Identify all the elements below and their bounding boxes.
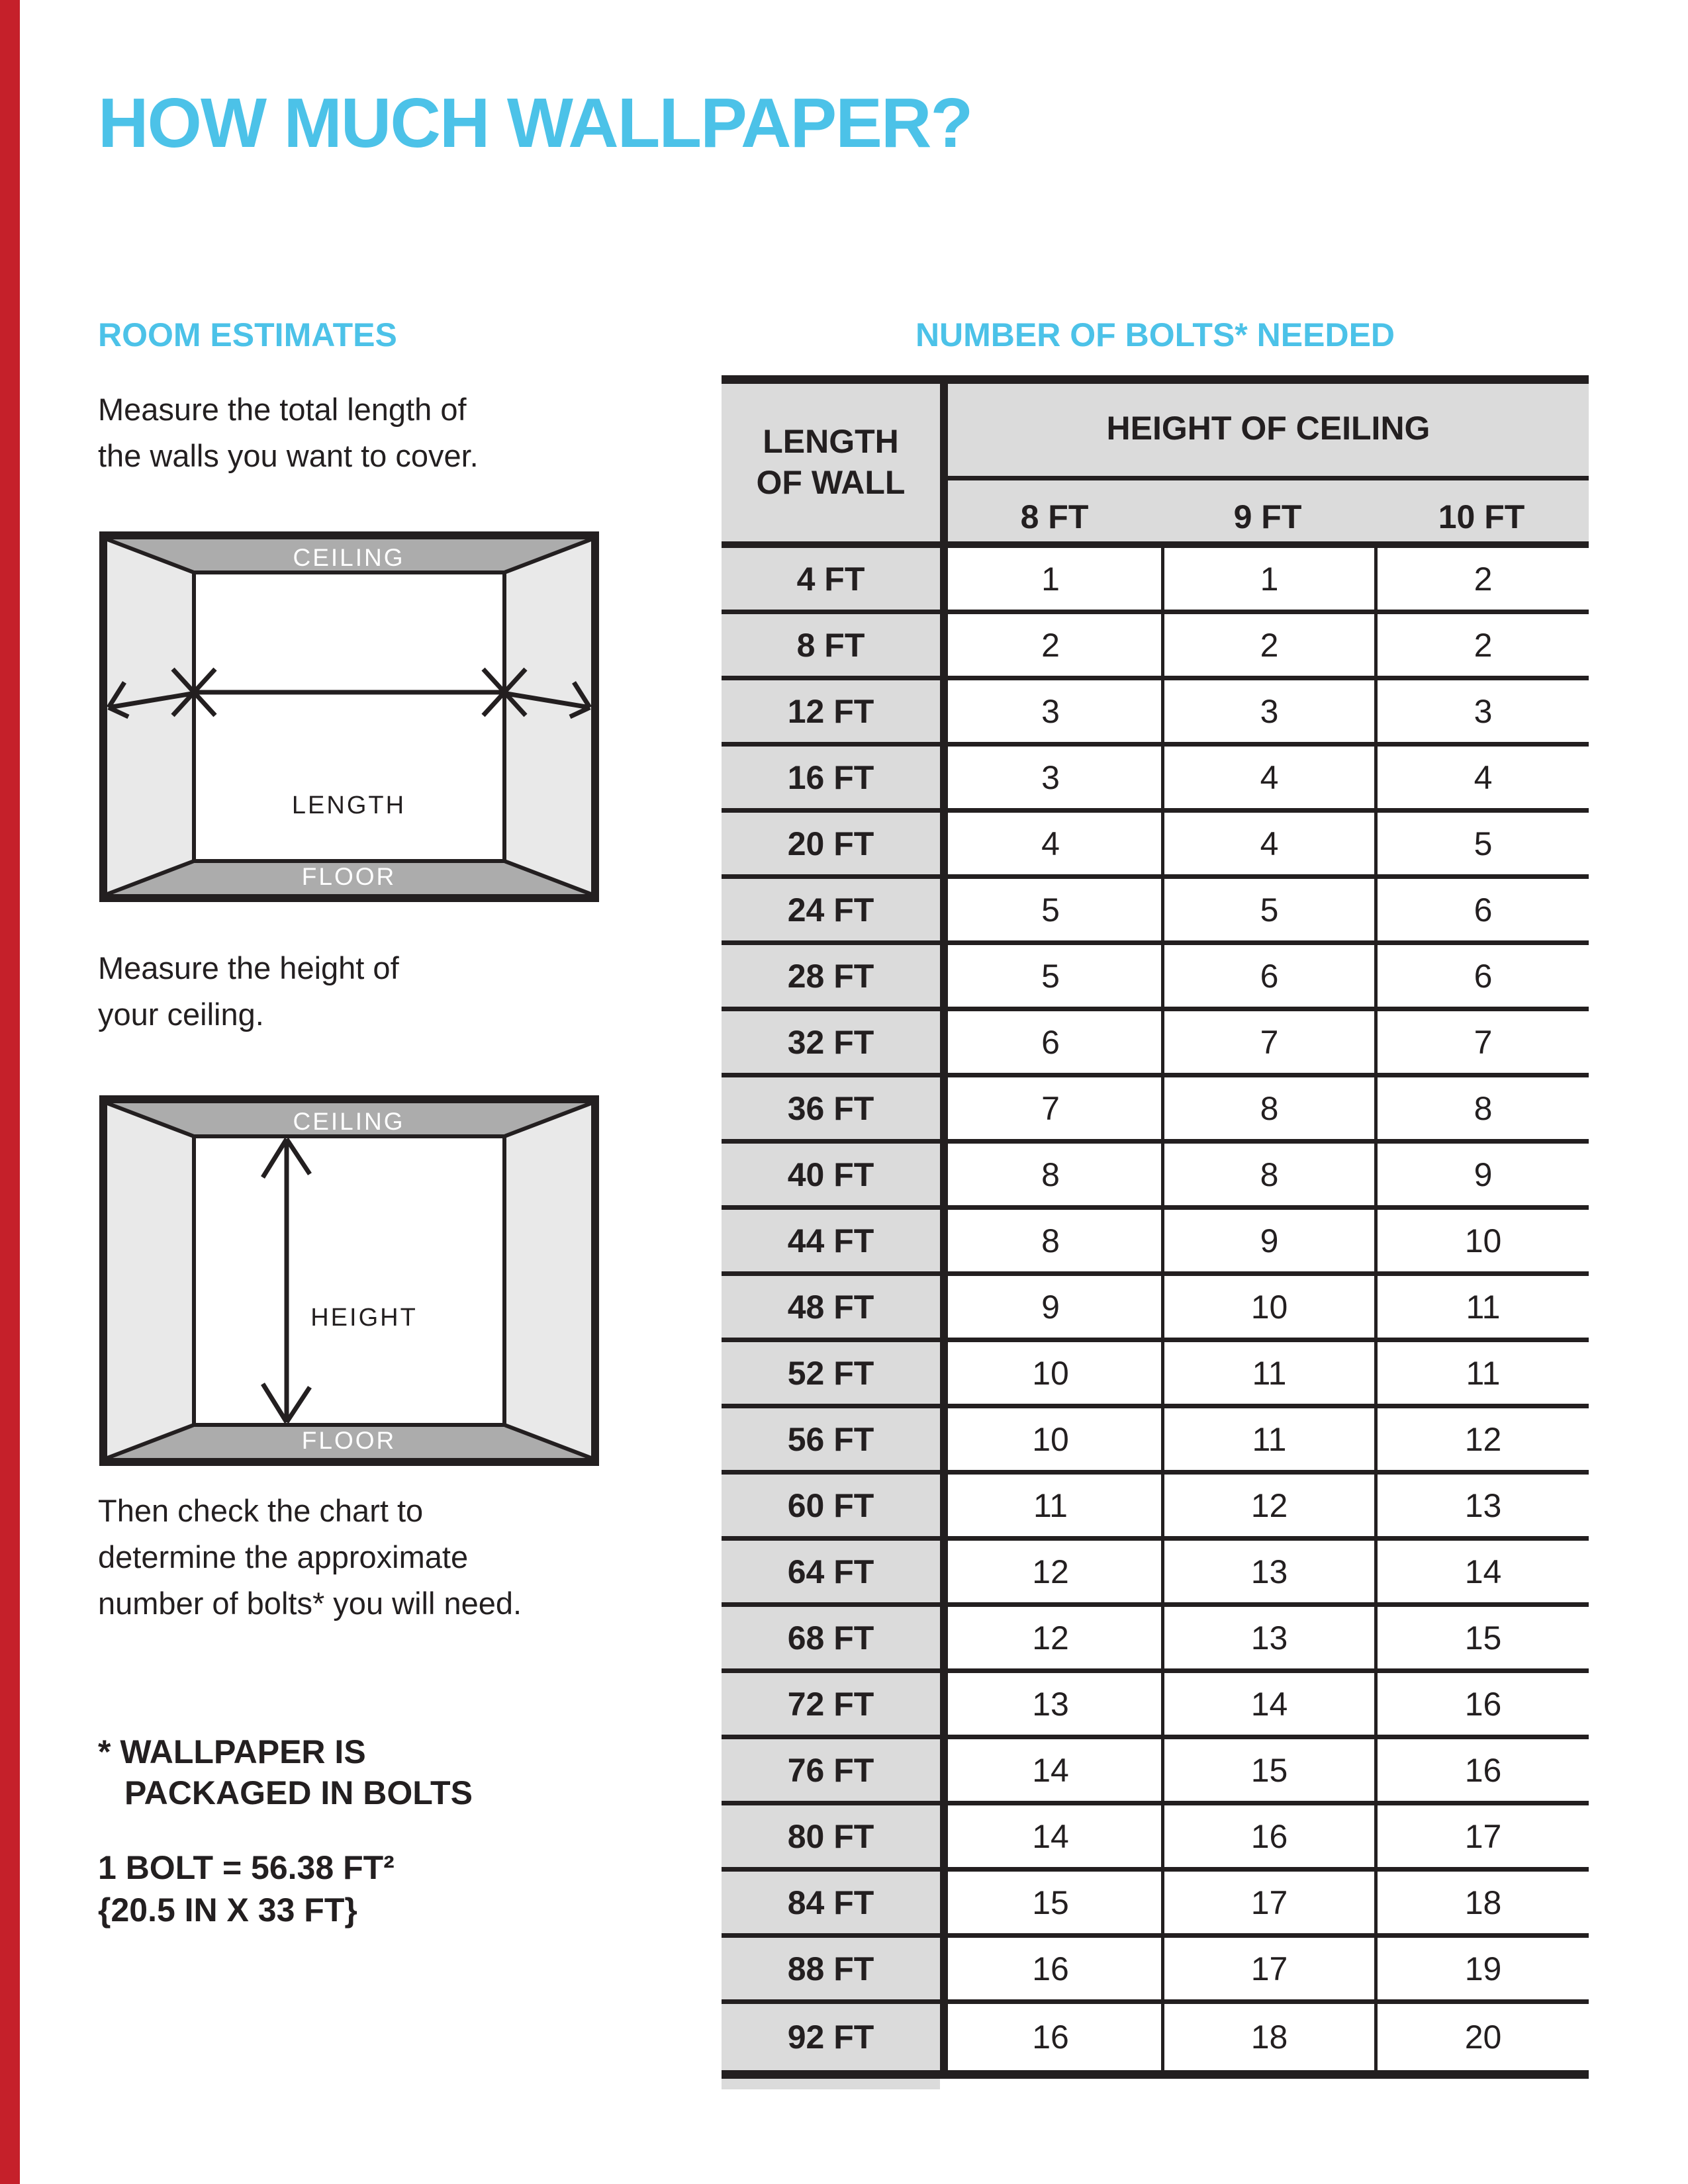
bolts-value-cell: 2 — [1161, 614, 1374, 676]
table-row — [722, 879, 1589, 945]
wall-length-cell: 88 FT — [722, 1938, 940, 1999]
bolts-value-cell: 16 — [1161, 1805, 1374, 1867]
wall-length-cell: 28 FT — [722, 945, 940, 1007]
table-top-rule — [722, 375, 1589, 384]
table-row — [722, 1607, 1589, 1673]
bolts-value-cell: 19 — [1374, 1938, 1589, 1999]
wall-length-cell: 84 FT — [722, 1872, 940, 1933]
wall-length-cell: 32 FT — [722, 1011, 940, 1073]
wall-length-cell: 52 FT — [722, 1342, 940, 1404]
table-header — [722, 384, 1589, 541]
table-row — [722, 2004, 1589, 2070]
left-edge-accent-bar — [0, 0, 20, 2184]
table-row — [722, 1475, 1589, 1541]
table-row — [722, 1872, 1589, 1938]
table-row — [722, 813, 1589, 879]
wall-length-cell: 44 FT — [722, 1210, 940, 1271]
bolts-value-cell: 2 — [1374, 548, 1589, 610]
bolts-value-cell: 16 — [940, 2004, 1161, 2070]
table-row — [722, 1342, 1589, 1408]
step3-instruction — [98, 1488, 522, 1627]
bolts-value-cell: 14 — [940, 1805, 1161, 1867]
bolts-value-cell: 11 — [1374, 1276, 1589, 1338]
bolts-value-cell: 3 — [940, 747, 1161, 808]
wall-length-cell: 48 FT — [722, 1276, 940, 1338]
bolts-value-cell: 2 — [1374, 614, 1589, 676]
bolts-value-cell: 18 — [1161, 2004, 1374, 2070]
wall-length-cell: 68 FT — [722, 1607, 940, 1668]
bolts-table — [722, 375, 1589, 2079]
bolts-value-cell: 3 — [1161, 680, 1374, 742]
bolts-value-cell: 5 — [1161, 879, 1374, 940]
bolts-value-cell: 5 — [940, 945, 1161, 1007]
bolts-value-cell: 8 — [940, 1144, 1161, 1205]
floor-label: FLOOR — [301, 863, 397, 890]
text-line: the walls you want to cover. — [98, 438, 479, 473]
wall-length-cell: 24 FT — [722, 879, 940, 940]
bolts-value-cell: 7 — [1161, 1011, 1374, 1073]
bolts-value-cell: 13 — [940, 1673, 1161, 1735]
bolts-value-cell: 9 — [940, 1276, 1161, 1338]
bolts-value-cell: 6 — [1374, 879, 1589, 940]
height-label: HEIGHT — [310, 1304, 418, 1332]
wall-length-cell: 20 FT — [722, 813, 940, 874]
table-row — [722, 548, 1589, 614]
bolts-value-cell: 4 — [1374, 747, 1589, 808]
back-wall — [194, 1136, 504, 1425]
height-of-ceiling-header: HEIGHT OF CEILING — [1106, 410, 1430, 447]
bolts-value-cell: 12 — [940, 1607, 1161, 1668]
table-rows — [722, 548, 1589, 2070]
text-line: your ceiling. — [98, 997, 264, 1032]
bolts-value-cell: 8 — [1161, 1077, 1374, 1139]
text-line: Then check the chart to — [98, 1493, 424, 1528]
table-row — [722, 1210, 1589, 1276]
table-row — [722, 1011, 1589, 1077]
bolts-value-cell: 12 — [940, 1541, 1161, 1602]
column-header-9ft: 9 FT — [1233, 498, 1302, 535]
bolts-value-cell: 20 — [1374, 2004, 1589, 2070]
text-line: PACKAGED IN BOLTS — [124, 1774, 473, 1811]
header-divider-rule — [940, 476, 1589, 480]
bolts-value-cell: 8 — [1374, 1077, 1589, 1139]
bolts-value-cell: 10 — [1374, 1210, 1589, 1271]
table-row — [722, 1276, 1589, 1342]
table-row — [722, 1938, 1589, 2004]
wall-length-cell: 92 FT — [722, 2004, 940, 2070]
bolts-value-cell: 9 — [1374, 1144, 1589, 1205]
text-line: * WALLPAPER IS — [98, 1733, 366, 1770]
bolts-value-cell: 11 — [940, 1475, 1161, 1536]
table-row — [722, 680, 1589, 747]
bolts-value-cell: 3 — [1374, 680, 1589, 742]
length-diagram — [99, 531, 599, 902]
length-of-wall-header — [722, 421, 940, 503]
right-wall-face — [504, 1103, 591, 1458]
text-line: Measure the height of — [98, 950, 399, 985]
column-header-8ft: 8 FT — [1020, 498, 1089, 535]
wall-length-cell: 72 FT — [722, 1673, 940, 1735]
table-row — [722, 1408, 1589, 1475]
bolts-value-cell: 5 — [1374, 813, 1589, 874]
bolts-value-cell: 9 — [1161, 1210, 1374, 1271]
bolt-size-info — [98, 1846, 395, 1931]
bolts-value-cell: 12 — [1161, 1475, 1374, 1536]
bolts-value-cell: 13 — [1374, 1475, 1589, 1536]
wall-length-cell: 12 FT — [722, 680, 940, 742]
bolts-value-cell: 16 — [1374, 1673, 1589, 1735]
bolts-value-cell: 11 — [1374, 1342, 1589, 1404]
right-wall-face — [504, 539, 591, 894]
bolts-value-cell: 18 — [1374, 1872, 1589, 1933]
bolts-value-cell: 8 — [940, 1210, 1161, 1271]
bolts-value-cell: 4 — [940, 813, 1161, 874]
bolts-value-cell: 3 — [940, 680, 1161, 742]
bolts-value-cell: 6 — [1161, 945, 1374, 1007]
bolts-value-cell: 17 — [1161, 1938, 1374, 1999]
bolts-value-cell: 17 — [1161, 1872, 1374, 1933]
bolts-value-cell: 1 — [1161, 548, 1374, 610]
table-bottom-rule — [722, 2070, 1589, 2079]
text-line: determine the approximate — [98, 1539, 469, 1574]
text-line: {20.5 IN X 33 FT} — [98, 1891, 357, 1929]
bolts-value-cell: 13 — [1161, 1541, 1374, 1602]
bolts-value-cell: 7 — [940, 1077, 1161, 1139]
column-header-10ft: 10 FT — [1438, 498, 1525, 535]
left-wall-face — [107, 539, 194, 894]
bolts-value-cell: 15 — [940, 1872, 1161, 1933]
text-line: OF WALL — [756, 464, 906, 501]
bolts-value-cell: 1 — [940, 548, 1161, 610]
wall-length-cell: 56 FT — [722, 1408, 940, 1470]
text-line: LENGTH — [763, 423, 899, 460]
table-row — [722, 747, 1589, 813]
bolts-value-cell: 10 — [940, 1408, 1161, 1470]
bolts-value-cell: 6 — [1374, 945, 1589, 1007]
left-wall-face — [107, 1103, 194, 1458]
step1-instruction — [98, 387, 479, 479]
wall-length-cell: 16 FT — [722, 747, 940, 808]
length-label: LENGTH — [291, 792, 406, 819]
bolts-value-cell: 10 — [940, 1342, 1161, 1404]
table-row — [722, 1541, 1589, 1607]
bolts-needed-heading: NUMBER OF BOLTS* NEEDED — [915, 316, 1395, 353]
wall-length-cell: 60 FT — [722, 1475, 940, 1536]
bolts-value-cell: 11 — [1161, 1342, 1374, 1404]
page-title: HOW MUCH WALLPAPER? — [98, 84, 972, 162]
bolts-value-cell: 12 — [1374, 1408, 1589, 1470]
bolts-value-cell: 13 — [1161, 1607, 1374, 1668]
bolts-value-cell: 4 — [1161, 747, 1374, 808]
table-row — [722, 1077, 1589, 1144]
floor-label: FLOOR — [301, 1427, 397, 1454]
bolts-value-cell: 16 — [940, 1938, 1161, 1999]
wall-length-cell: 40 FT — [722, 1144, 940, 1205]
table-row — [722, 945, 1589, 1011]
bolts-value-cell: 7 — [1374, 1011, 1589, 1073]
step2-instruction — [98, 945, 399, 1038]
wall-length-cell: 8 FT — [722, 614, 940, 676]
bolts-value-cell: 5 — [940, 879, 1161, 940]
bolts-value-cell: 14 — [1374, 1541, 1589, 1602]
table-row — [722, 614, 1589, 680]
bolts-value-cell: 11 — [1161, 1408, 1374, 1470]
wall-length-cell: 76 FT — [722, 1739, 940, 1801]
bolts-value-cell: 6 — [940, 1011, 1161, 1073]
height-diagram — [99, 1095, 599, 1466]
bolts-value-cell: 15 — [1374, 1607, 1589, 1668]
ceiling-label: CEILING — [293, 544, 405, 571]
label-column-tail — [722, 2079, 940, 2089]
bolts-value-cell: 8 — [1161, 1144, 1374, 1205]
table-row — [722, 1673, 1589, 1739]
header-bottom-rule — [722, 541, 1589, 548]
table-row — [722, 1805, 1589, 1872]
bolt-footnote — [98, 1731, 473, 1813]
bolts-value-cell: 10 — [1161, 1276, 1374, 1338]
text-line: 1 BOLT = 56.38 FT² — [98, 1849, 395, 1886]
bolts-value-cell: 14 — [1161, 1673, 1374, 1735]
bolts-value-cell: 14 — [940, 1739, 1161, 1801]
wall-length-cell: 36 FT — [722, 1077, 940, 1139]
wall-length-cell: 80 FT — [722, 1805, 940, 1867]
text-line: Measure the total length of — [98, 392, 467, 427]
table-row — [722, 1144, 1589, 1210]
bolts-value-cell: 16 — [1374, 1739, 1589, 1801]
text-line: number of bolts* you will need. — [98, 1586, 522, 1621]
label-column-divider — [940, 375, 948, 2079]
ceiling-label: CEILING — [293, 1108, 405, 1135]
bolts-value-cell: 4 — [1161, 813, 1374, 874]
room-estimates-heading: ROOM ESTIMATES — [98, 316, 397, 353]
bolts-value-cell: 2 — [940, 614, 1161, 676]
bolts-value-cell: 15 — [1161, 1739, 1374, 1801]
bolts-value-cell: 17 — [1374, 1805, 1589, 1867]
wall-length-cell: 4 FT — [722, 548, 940, 610]
wall-length-cell: 64 FT — [722, 1541, 940, 1602]
table-row — [722, 1739, 1589, 1805]
